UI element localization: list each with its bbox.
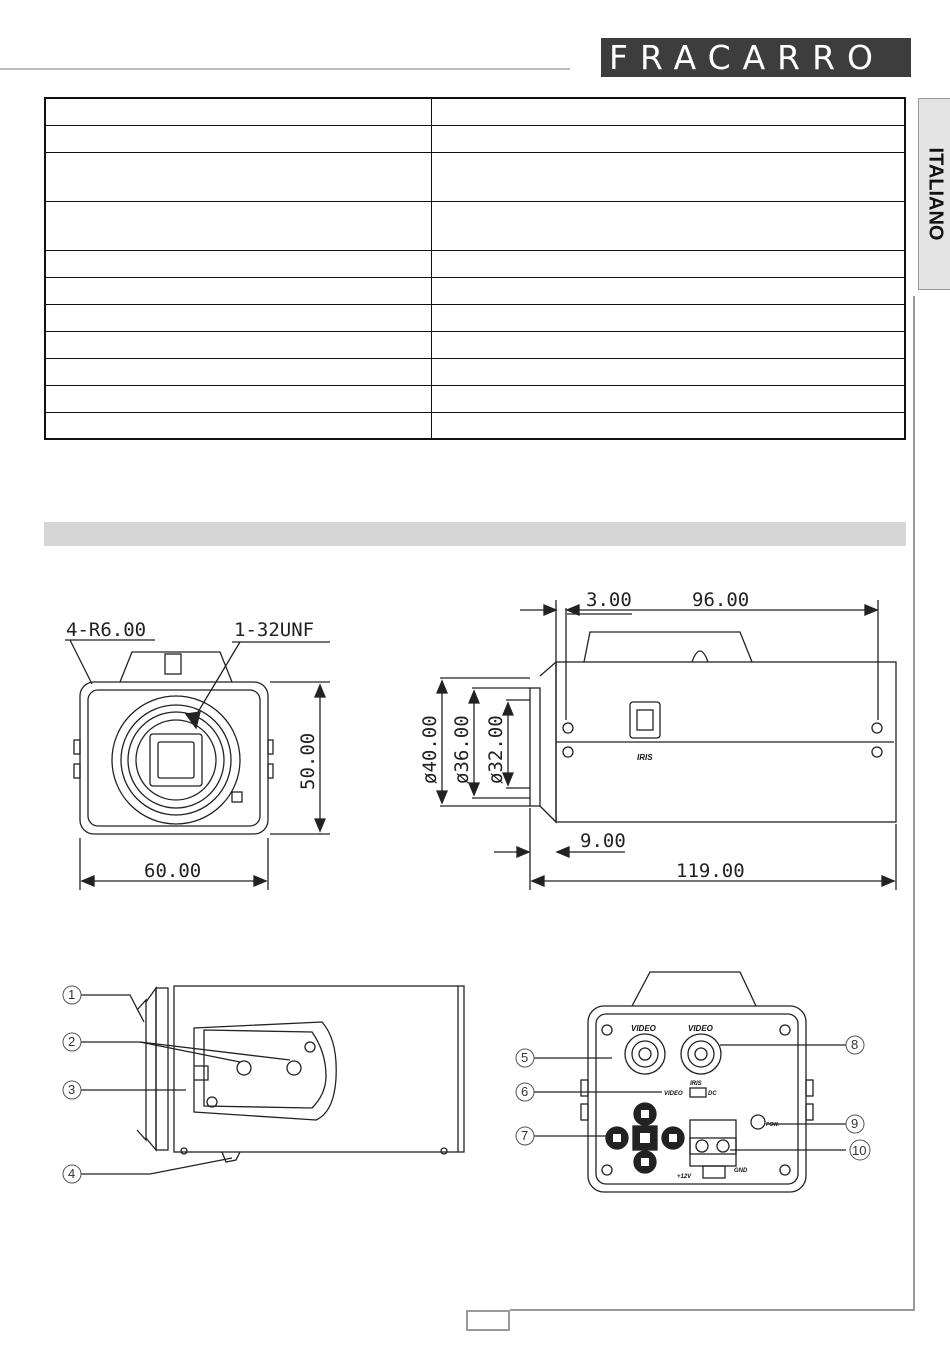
switch-video-label: VIDEO bbox=[664, 1091, 683, 1097]
diameter-36-dimension: ø36.00 bbox=[451, 715, 473, 784]
callout-1: 1 bbox=[68, 987, 76, 1002]
callout-4: 4 bbox=[68, 1166, 76, 1181]
thread-label: 1-32UNF bbox=[234, 619, 315, 641]
radius-label: 4-R6.00 bbox=[66, 619, 147, 641]
power-led-label: POW. bbox=[766, 1122, 779, 1128]
callout-3: 3 bbox=[68, 1082, 76, 1097]
height-dimension: 50.00 bbox=[297, 732, 319, 790]
side-iris-label: IRIS bbox=[637, 753, 653, 762]
callout-2: 2 bbox=[68, 1034, 76, 1049]
callout-7: 7 bbox=[521, 1128, 529, 1143]
callout-5: 5 bbox=[521, 1050, 529, 1065]
bottom-view-drawing bbox=[80, 986, 464, 1174]
width-dimension: 60.00 bbox=[144, 860, 202, 882]
callout-8: 8 bbox=[851, 1037, 859, 1052]
body-length-dimension: 96.00 bbox=[692, 589, 750, 611]
callout-9: 9 bbox=[851, 1116, 859, 1131]
plus-12v-label: +12V bbox=[677, 1174, 692, 1180]
offset-dimension: 3.00 bbox=[586, 589, 632, 611]
rear-iris-label: IRIS bbox=[690, 1081, 702, 1087]
gnd-label: GND bbox=[734, 1168, 748, 1174]
video-out-label-2: VIDEO bbox=[688, 1024, 713, 1033]
callout-10: 10 bbox=[852, 1143, 867, 1158]
video-out-label-1: VIDEO bbox=[631, 1024, 656, 1033]
diameter-40-dimension: ø40.00 bbox=[419, 715, 441, 784]
front-view-drawing bbox=[65, 640, 330, 890]
mount-depth-dimension: 9.00 bbox=[580, 830, 626, 852]
callout-6: 6 bbox=[521, 1084, 529, 1099]
diameter-32-dimension: ø32.00 bbox=[485, 715, 507, 784]
total-length-dimension: 119.00 bbox=[676, 860, 745, 882]
switch-dc-label: DC bbox=[708, 1091, 717, 1097]
language-tab-label: ITALIANO bbox=[924, 147, 947, 241]
brand-logo: FRACARRO bbox=[601, 38, 911, 77]
